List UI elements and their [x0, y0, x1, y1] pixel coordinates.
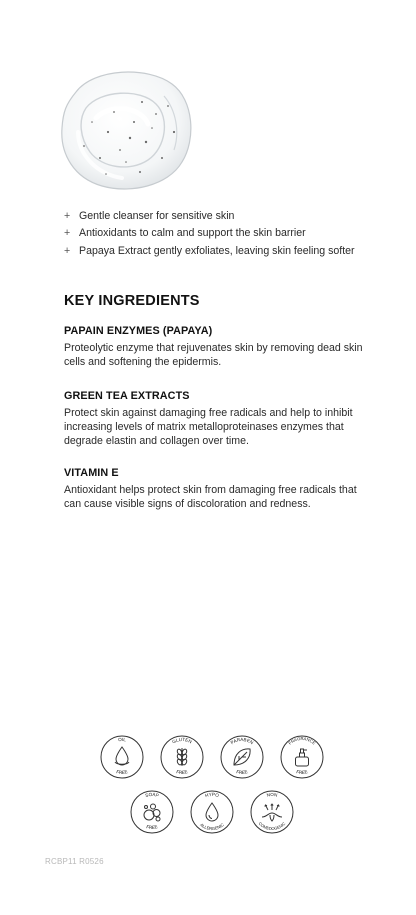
svg-text:FREE: FREE: [235, 769, 249, 776]
plus-icon: +: [64, 210, 71, 222]
hypoallergenic-badge: [189, 789, 235, 835]
ingredient-name: GREEN TEA EXTRACTS: [64, 390, 190, 402]
ingredient-green-tea: [64, 390, 364, 449]
svg-text:SOAP: SOAP: [144, 791, 160, 799]
wheat-icon: [176, 748, 187, 766]
benefits-list: [64, 208, 394, 260]
svg-text:NON: NON: [266, 792, 278, 798]
non-comedogenic-badge: [249, 789, 295, 835]
leaf-icon: [234, 749, 250, 765]
gel-texture-image: [56, 62, 196, 194]
ingredient-description: Protect skin against damaging free radicals and help to inhibit increasing levels of matrix metalloproteinases enzymes that degrade elastin and collagen over time.: [64, 407, 353, 447]
paraben-free-badge: [219, 734, 265, 780]
ingredient-description: Antioxidant helps protect skin from damaging free radicals that can cause visible signs of discoloration and redness.: [64, 484, 357, 510]
ingredient-description: Proteolytic enzyme that rejuvenates skin by removing dead skin cells and softening the epidermis.: [64, 342, 363, 368]
svg-text:FREE: FREE: [145, 824, 159, 831]
benefit-item: + Papaya Extract gently exfoliates, leaving skin feeling softer: [64, 243, 394, 260]
ingredient-name: VITAMIN E: [64, 467, 119, 479]
perfume-bottle-icon: [296, 749, 309, 766]
droplet-icon: [206, 803, 218, 821]
gluten-free-badge: [159, 734, 205, 780]
oil-free-badge: [99, 734, 145, 780]
svg-text:FREE: FREE: [295, 769, 309, 776]
svg-text:COMEDOGENIC: COMEDOGENIC: [257, 820, 287, 832]
plus-icon: +: [64, 244, 71, 257]
soap-free-badge: [129, 789, 175, 835]
ingredient-vitamin-e: [64, 467, 364, 512]
svg-text:FREE: FREE: [115, 769, 129, 776]
ingredient-papain: [64, 325, 364, 370]
svg-text:OIL: OIL: [117, 736, 127, 743]
svg-text:FRAGRANCE: FRAGRANCE: [287, 736, 317, 746]
svg-text:HYPO: HYPO: [204, 791, 220, 799]
svg-text:PARABEN: PARABEN: [229, 736, 255, 746]
svg-text:GLUTEN: GLUTEN: [171, 736, 193, 745]
pore-icon: [262, 804, 282, 821]
plus-icon: +: [64, 227, 71, 240]
fragrance-free-badge: [279, 734, 325, 780]
key-ingredients-title: KEY INGREDIENTS: [64, 293, 200, 309]
svg-text:FREE: FREE: [175, 769, 189, 776]
bubbles-icon: [144, 804, 160, 821]
benefit-item: + Gentle cleanser for sensitive skin: [64, 208, 394, 225]
product-code: RCBP11 R0526: [45, 857, 104, 866]
oil-drop-icon: [115, 747, 129, 765]
benefit-item: + Antioxidants to calm and support the skin barrier: [64, 225, 394, 242]
ingredient-name: PAPAIN ENZYMES (PAPAYA): [64, 325, 213, 337]
svg-text:ALLERGENIC: ALLERGENIC: [199, 822, 225, 832]
